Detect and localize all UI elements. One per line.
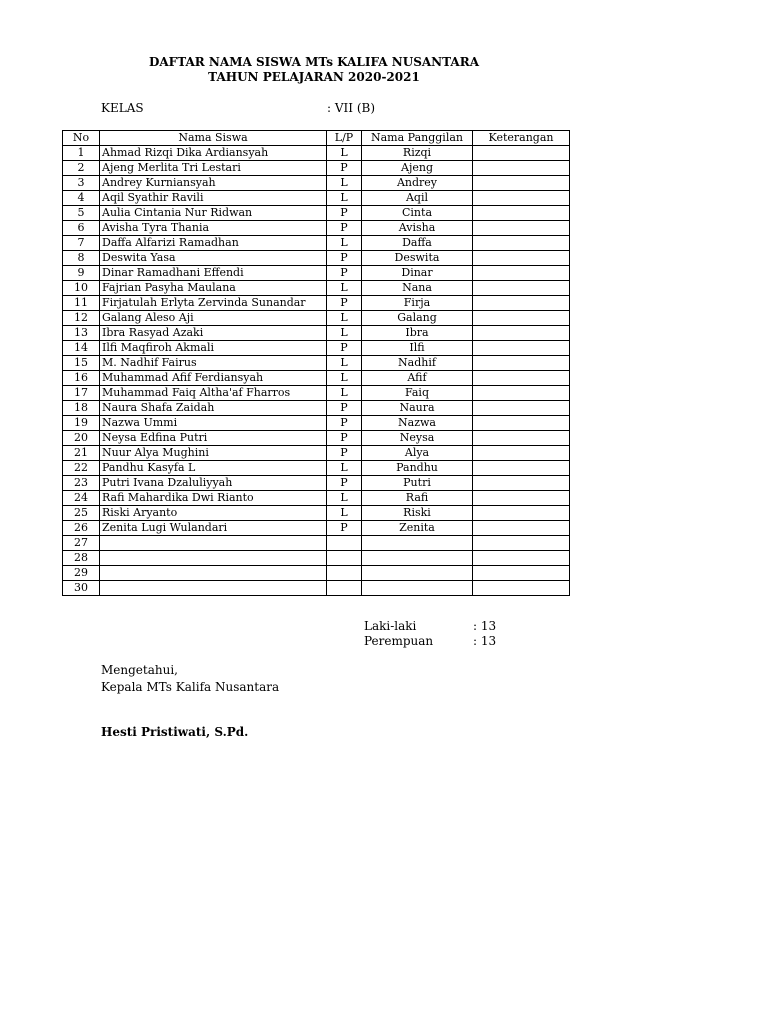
cell-notes [473,206,570,221]
column-header-nickname: Nama Panggilan [362,131,473,146]
signatory-name: Hesti Pristiwati, S.Pd. [101,725,249,739]
table-row [63,341,570,356]
cell-no: 25 [63,506,100,521]
cell-gender: P [327,476,362,491]
cell-gender: P [327,161,362,176]
cell-notes [473,476,570,491]
cell-nickname: Faiq [362,386,473,401]
cell-nickname: Andrey [362,176,473,191]
cell-gender: L [327,491,362,506]
acknowledgement-text: Mengetahui, [101,663,178,677]
cell-no: 3 [63,176,100,191]
cell-no: 16 [63,371,100,386]
cell-student-name: Aqil Syathir Ravili [100,191,327,206]
cell-student-name: Avisha Tyra Thania [100,221,327,236]
cell-notes [473,266,570,281]
cell-notes [473,341,570,356]
cell-notes [473,401,570,416]
cell-gender: P [327,446,362,461]
cell-gender: L [327,356,362,371]
cell-gender: P [327,401,362,416]
cell-gender: L [327,506,362,521]
cell-gender [327,581,362,596]
cell-notes [473,446,570,461]
cell-notes [473,146,570,161]
cell-student-name: Naura Shafa Zaidah [100,401,327,416]
cell-no: 20 [63,431,100,446]
cell-no: 17 [63,386,100,401]
cell-nickname: Rizqi [362,146,473,161]
cell-notes [473,386,570,401]
cell-no: 30 [63,581,100,596]
table-row [63,566,570,581]
cell-no: 11 [63,296,100,311]
cell-notes [473,161,570,176]
cell-no: 23 [63,476,100,491]
cell-notes [473,551,570,566]
male-count-label: Laki-laki [364,619,417,633]
cell-nickname: Aqil [362,191,473,206]
table-row [63,386,570,401]
cell-student-name: Aulia Cintania Nur Ridwan [100,206,327,221]
cell-nickname: Deswita [362,251,473,266]
table-row [63,176,570,191]
cell-no: 7 [63,236,100,251]
cell-nickname: Rafi [362,491,473,506]
cell-gender: L [327,326,362,341]
cell-nickname: Pandhu [362,461,473,476]
cell-gender: L [327,191,362,206]
column-header-name: Nama Siswa [100,131,327,146]
cell-notes [473,221,570,236]
cell-no: 19 [63,416,100,431]
cell-nickname: Nazwa [362,416,473,431]
cell-notes [473,431,570,446]
cell-student-name [100,566,327,581]
table-row [63,581,570,596]
cell-nickname: Firja [362,296,473,311]
cell-nickname: Nana [362,281,473,296]
cell-nickname: Avisha [362,221,473,236]
cell-nickname [362,536,473,551]
cell-notes [473,176,570,191]
table-row [63,281,570,296]
cell-nickname [362,551,473,566]
cell-no: 2 [63,161,100,176]
cell-nickname: Galang [362,311,473,326]
cell-student-name: Muhammad Faiq Altha'af Fharros [100,386,327,401]
table-row [63,191,570,206]
table-row [63,491,570,506]
table-row [63,416,570,431]
table-row [63,431,570,446]
cell-gender [327,551,362,566]
document-title: DAFTAR NAMA SISWA MTs KALIFA NUSANTARA [148,55,480,69]
column-header-no: No [63,131,100,146]
cell-notes [473,311,570,326]
table-row [63,536,570,551]
cell-student-name: Ajeng Merlita Tri Lestari [100,161,327,176]
table-header-row [63,131,570,146]
table-row [63,356,570,371]
cell-student-name: Muhammad Afif Ferdiansyah [100,371,327,386]
cell-notes [473,356,570,371]
cell-student-name: Ahmad Rizqi Dika Ardiansyah [100,146,327,161]
cell-notes [473,491,570,506]
cell-student-name: Ilfi Maqfiroh Akmali [100,341,327,356]
cell-student-name: Andrey Kurniansyah [100,176,327,191]
signatory-title: Kepala MTs Kalifa Nusantara [101,680,280,694]
cell-nickname [362,566,473,581]
male-count-value: : 13 [473,619,497,633]
cell-student-name: Deswita Yasa [100,251,327,266]
cell-no: 24 [63,491,100,506]
cell-notes [473,416,570,431]
table-row [63,371,570,386]
table-row [63,296,570,311]
cell-no: 9 [63,266,100,281]
cell-gender: P [327,416,362,431]
cell-student-name: Riski Aryanto [100,506,327,521]
cell-nickname: Putri [362,476,473,491]
cell-nickname: Cinta [362,206,473,221]
cell-no: 27 [63,536,100,551]
cell-student-name: Ibra Rasyad Azaki [100,326,327,341]
cell-notes [473,371,570,386]
cell-no: 29 [63,566,100,581]
cell-gender: P [327,266,362,281]
student-table [62,130,570,596]
cell-student-name: Neysa Edfina Putri [100,431,327,446]
cell-student-name: Galang Aleso Aji [100,311,327,326]
cell-student-name: Zenita Lugi Wulandari [100,521,327,536]
table-row [63,506,570,521]
cell-student-name [100,536,327,551]
cell-gender: P [327,341,362,356]
cell-notes [473,461,570,476]
cell-student-name: Nuur Alya Mughini [100,446,327,461]
cell-nickname: Dinar [362,266,473,281]
cell-gender: L [327,371,362,386]
cell-student-name: Firjatulah Erlyta Zervinda Sunandar [100,296,327,311]
column-header-notes: Keterangan [473,131,570,146]
kelas-value: : VII (B) [327,101,375,115]
cell-gender: P [327,521,362,536]
cell-no: 15 [63,356,100,371]
cell-gender: L [327,311,362,326]
cell-no: 26 [63,521,100,536]
cell-nickname: Alya [362,446,473,461]
cell-no: 14 [63,341,100,356]
cell-notes [473,236,570,251]
cell-notes [473,281,570,296]
cell-gender: P [327,251,362,266]
kelas-label: KELAS [101,101,144,115]
cell-notes [473,296,570,311]
cell-gender: P [327,206,362,221]
female-count-label: Perempuan [364,634,434,648]
cell-nickname: Neysa [362,431,473,446]
cell-gender: L [327,461,362,476]
cell-no: 22 [63,461,100,476]
cell-no: 4 [63,191,100,206]
table-row [63,266,570,281]
cell-no: 21 [63,446,100,461]
cell-notes [473,521,570,536]
table-row [63,221,570,236]
table-row [63,161,570,176]
cell-student-name: Pandhu Kasyfa L [100,461,327,476]
cell-student-name [100,581,327,596]
cell-nickname [362,581,473,596]
column-header-gender: L/P [327,131,362,146]
cell-notes [473,326,570,341]
table-row [63,236,570,251]
table-row [63,326,570,341]
cell-student-name: Nazwa Ummi [100,416,327,431]
cell-notes [473,536,570,551]
table-row [63,251,570,266]
cell-nickname: Daffa [362,236,473,251]
cell-no: 5 [63,206,100,221]
cell-gender: L [327,236,362,251]
cell-nickname: Zenita [362,521,473,536]
cell-no: 13 [63,326,100,341]
cell-student-name: Rafi Mahardika Dwi Rianto [100,491,327,506]
cell-nickname: Afif [362,371,473,386]
cell-nickname: Naura [362,401,473,416]
table-row [63,311,570,326]
female-count-value: : 13 [473,634,497,648]
table-row [63,521,570,536]
cell-notes [473,566,570,581]
cell-no: 28 [63,551,100,566]
cell-gender [327,536,362,551]
cell-gender: L [327,281,362,296]
cell-no: 8 [63,251,100,266]
table-row [63,551,570,566]
cell-gender: L [327,146,362,161]
table-row [63,401,570,416]
cell-gender [327,566,362,581]
table-row [63,446,570,461]
table-row [63,461,570,476]
cell-gender: L [327,176,362,191]
cell-nickname: Nadhif [362,356,473,371]
cell-gender: L [327,386,362,401]
cell-nickname: Ajeng [362,161,473,176]
cell-no: 6 [63,221,100,236]
cell-student-name: M. Nadhif Fairus [100,356,327,371]
cell-nickname: Ibra [362,326,473,341]
cell-student-name: Putri Ivana Dzaluliyyah [100,476,327,491]
table-row [63,206,570,221]
cell-no: 18 [63,401,100,416]
cell-student-name: Dinar Ramadhani Effendi [100,266,327,281]
cell-nickname: Ilfi [362,341,473,356]
cell-gender: P [327,221,362,236]
cell-notes [473,191,570,206]
cell-no: 1 [63,146,100,161]
cell-nickname: Riski [362,506,473,521]
cell-student-name [100,551,327,566]
cell-student-name: Fajrian Pasyha Maulana [100,281,327,296]
cell-notes [473,581,570,596]
cell-student-name: Daffa Alfarizi Ramadhan [100,236,327,251]
document-subtitle: TAHUN PELAJARAN 2020-2021 [208,70,420,84]
cell-notes [473,251,570,266]
cell-gender: P [327,296,362,311]
table-row [63,476,570,491]
table-row [63,146,570,161]
cell-gender: P [327,431,362,446]
cell-no: 12 [63,311,100,326]
cell-no: 10 [63,281,100,296]
cell-notes [473,506,570,521]
